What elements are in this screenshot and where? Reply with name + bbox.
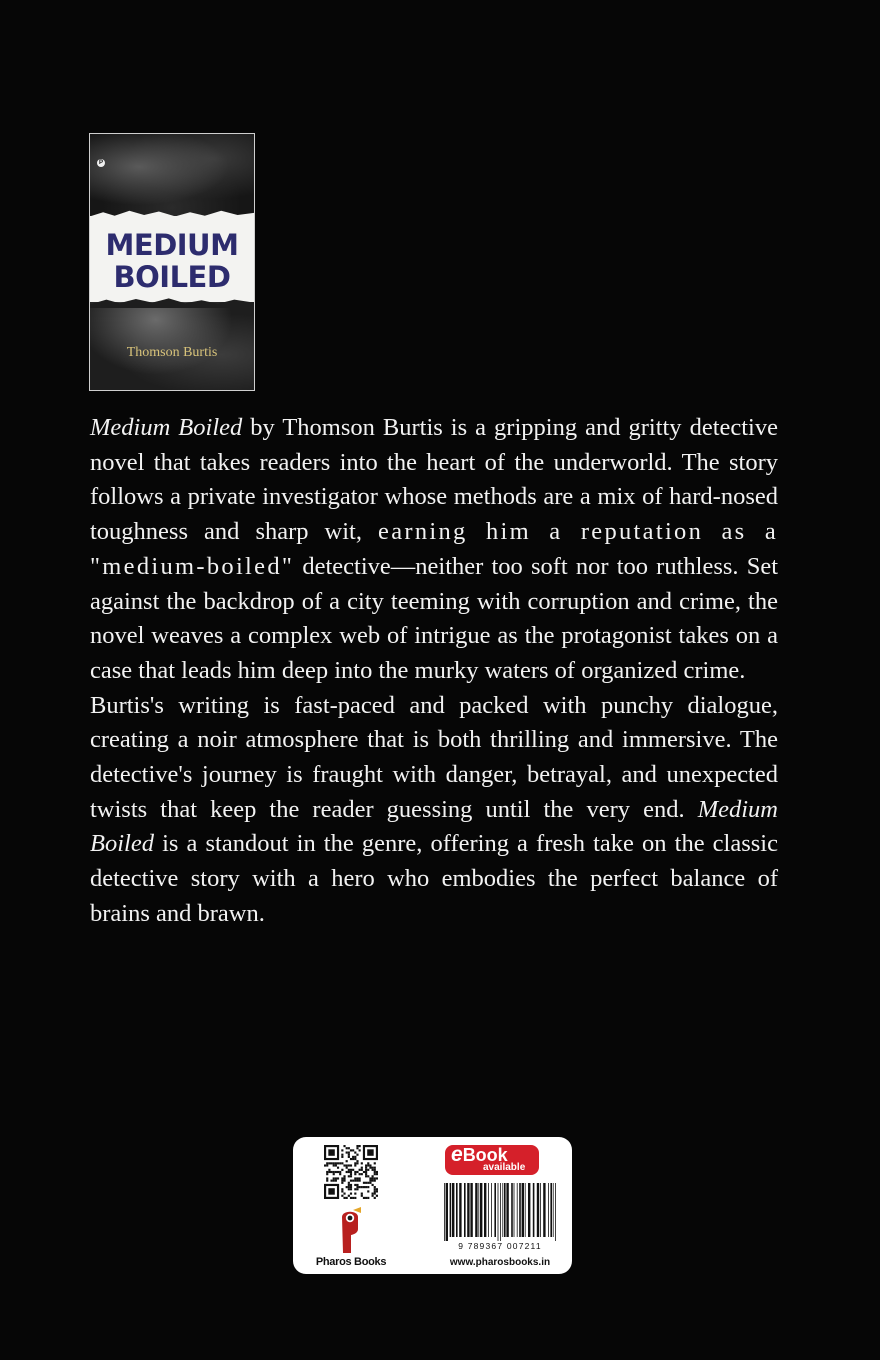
blurb-paragraph-2: Burtis's writing is fast-paced and packed with punchy dialogue, creating a noir atmosphere that is both thrilling and immersive. The detective's journey is fraught with danger, betrayal, and unexpected twists that keep the reader guessing until the very end. Medium Boiled is a standout in the genre, offering a fresh take on the classic detective story with a hero who embodies the perfect balance of brains and brawn. [90, 691, 778, 927]
publisher-info-box [293, 1137, 572, 1274]
cover-title-line2: BOILED [113, 260, 231, 294]
publisher-name: Pharos Books [315, 1256, 387, 1268]
cover-title [90, 229, 254, 293]
cover-title-line1: MEDIUM [105, 228, 239, 262]
cover-publisher-logo: P [98, 160, 103, 166]
front-cover-thumbnail [89, 133, 255, 391]
publisher-website: www.pharosbooks.in [449, 1257, 551, 1268]
cover-author: Thomson Burtis [126, 345, 218, 360]
barcode-icon [440, 1183, 560, 1241]
blurb-title-italic: Medium Boiled [90, 414, 243, 441]
ebook-available-badge: eBook available [445, 1145, 539, 1175]
isbn-number: 9 789367 007211 [458, 1241, 542, 1251]
lighthouse-logo-icon [338, 1207, 362, 1255]
blurb-title-italic: Medium Boiled [90, 795, 778, 858]
blurb-paragraph-1: Medium Boiled by Thomson Burtis is a gripping and gritty detective novel that takes readers into the heart of the underworld. The story follows a private investigator whose methods are a mix of hard-nosed toughness and sharp wit, earning him a reputation as a "medium-boiled" detective—neither too soft nor too ruthless. Set against the backdrop of a city teeming with corruption and crime, the novel weaves a complex web of intrigue as the protagonist takes on a case that leads him deep into the murky waters of organized crime. [90, 414, 779, 684]
cover-dark-sky-art [90, 134, 254, 216]
book-blurb [90, 411, 778, 932]
qr-code-icon [324, 1145, 378, 1199]
